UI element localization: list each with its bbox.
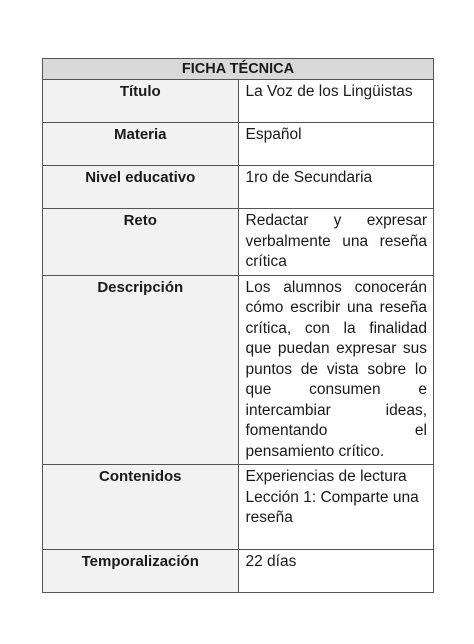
label-titulo: Título (43, 80, 239, 123)
row-descripcion (43, 275, 434, 465)
value-reto: Redactar y expresar verbalmente una reseña crítica (238, 209, 434, 276)
row-materia (43, 123, 434, 166)
row-contenidos (43, 465, 434, 550)
sheet-header-row (43, 59, 434, 80)
sheet-title: FICHA TÉCNICA (43, 59, 434, 80)
label-temporalizacion: Temporalización (43, 550, 239, 593)
value-titulo: La Voz de los Lingüistas (238, 80, 434, 123)
row-reto (43, 209, 434, 276)
row-nivel-educativo (43, 166, 434, 209)
value-materia: Español (238, 123, 434, 166)
row-temporalizacion (43, 550, 434, 593)
value-descripcion: Los alumnos conocerán cómo escribir una reseña crítica, con la finalidad que puedan expresar sus puntos de vista sobre lo que consumen e intercambiar ideas, fomentando el pensamiento crítico. (238, 275, 434, 465)
label-nivel-educativo: Nivel educativo (43, 166, 239, 209)
value-temporalizacion: 22 días (238, 550, 434, 593)
label-reto: Reto (43, 209, 239, 276)
value-contenidos: Experiencias de lectura Lección 1: Comparte una reseña (238, 465, 434, 550)
technical-sheet-table (42, 58, 434, 593)
label-materia: Materia (43, 123, 239, 166)
label-contenidos: Contenidos (43, 465, 239, 550)
row-titulo (43, 80, 434, 123)
label-descripcion: Descripción (43, 275, 239, 465)
value-nivel-educativo: 1ro de Secundaria (238, 166, 434, 209)
